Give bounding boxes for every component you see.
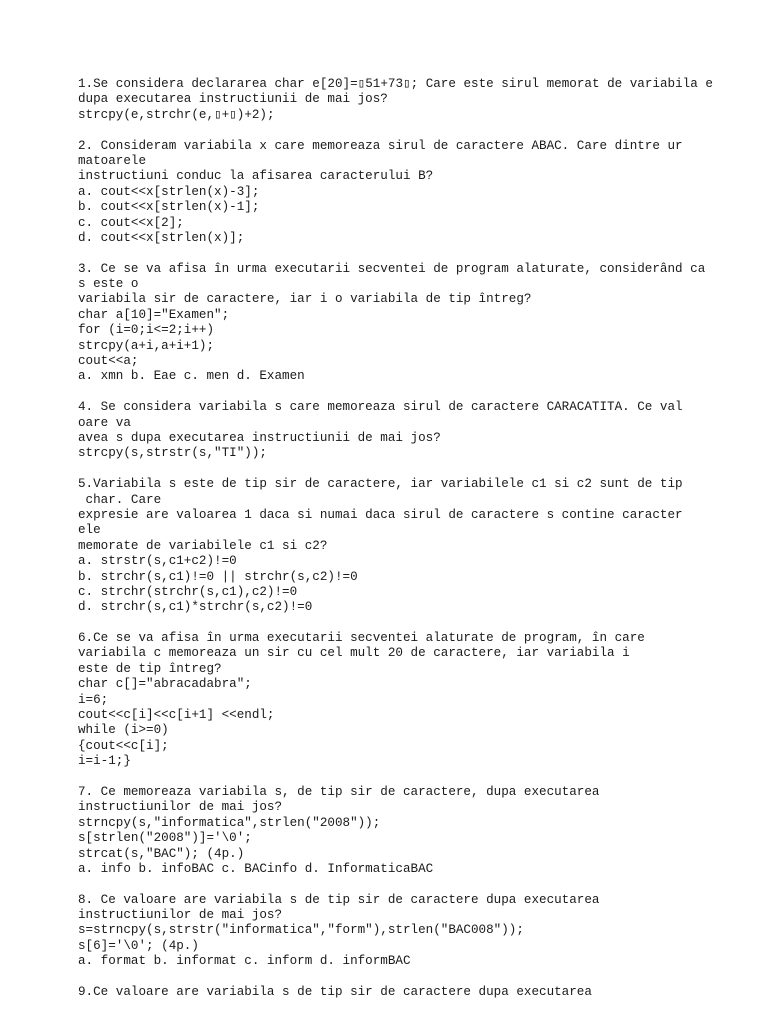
question-line: strcpy(a+i,a+i+1); [78, 338, 215, 353]
question-line: 5.Variabila s este de tip sir de caractere, iar variabilele c1 si c2 sunt de tip [78, 477, 683, 492]
question-line: a. info b. infoBAC c. BACinfo d. InformaticaBAC [78, 861, 434, 876]
question-line: char c[]="abracadabra"; [78, 677, 252, 692]
question-1 [78, 77, 746, 123]
question-line: s este o [78, 277, 139, 292]
question-line: instructiunilor de mai jos? [78, 800, 283, 815]
question-line: este de tip întreg? [78, 661, 222, 676]
question-line: strcpy(e,strchr(e,▯+▯)+2); [78, 107, 275, 122]
question-line: cout<<a; [78, 354, 139, 369]
question-line: oare va [78, 415, 131, 430]
question-5 [78, 477, 746, 616]
question-line: memorate de variabilele c1 si c2? [78, 538, 328, 553]
question-line: for (i=0;i<=2;i++) [78, 323, 215, 338]
question-line: s=strncpy(s,strstr("informatica","form"),strlen("BAC008")); [78, 923, 524, 938]
question-line: 8. Ce valoare are variabila s de tip sir de caractere dupa executarea [78, 892, 600, 907]
question-line: while (i>=0) [78, 723, 169, 738]
question-line: 2. Consideram variabila x care memoreaza sirul de caractere ABAC. Care dintre ur [78, 138, 683, 153]
question-line: {cout<<c[i]; [78, 738, 169, 753]
question-line: a. strstr(s,c1+c2)!=0 [78, 554, 237, 569]
question-line: a. cout<<x[strlen(x)-3]; [78, 184, 260, 199]
question-line: a. xmn b. Eae c. men d. Examen [78, 369, 305, 384]
document-page [78, 77, 746, 1016]
question-line: d. cout<<x[strlen(x)]; [78, 230, 245, 245]
question-line: ele [78, 523, 101, 538]
question-line: strncpy(s,"informatica",strlen("2008")); [78, 815, 381, 830]
question-6 [78, 631, 746, 770]
question-line: strcpy(s,strstr(s,"TI")); [78, 446, 267, 461]
question-line: s[strlen("2008")]='\0'; [78, 831, 252, 846]
question-line: char. Care [78, 492, 162, 507]
question-line: matoarele [78, 153, 147, 168]
question-line: dupa executarea instructiunii de mai jos? [78, 92, 388, 107]
question-line: avea s dupa executarea instructiunii de mai jos? [78, 430, 441, 445]
question-line: instructiuni conduc la afisarea caracterului B? [78, 169, 434, 184]
question-line: i=6; [78, 692, 109, 707]
question-8 [78, 893, 746, 970]
question-4 [78, 400, 746, 462]
question-line: i=i-1;} [78, 754, 131, 769]
question-line: c. cout<<x[2]; [78, 215, 184, 230]
question-line: 1.Se considera declararea char e[20]=▯51+73▯; Care este sirul memorat de variabila e [78, 77, 713, 91]
question-line: a. format b. informat c. inform d. informBAC [78, 954, 411, 969]
question-line: cout<<c[i]<<c[i+1] <<endl; [78, 708, 275, 723]
question-line: b. strchr(s,c1)!=0 || strchr(s,c2)!=0 [78, 569, 358, 584]
question-line: 9.Ce valoare are variabila s de tip sir de caractere dupa executarea [78, 985, 592, 1000]
question-line: expresie are valoarea 1 daca si numai daca sirul de caractere s contine caracter [78, 507, 683, 522]
question-line: 3. Ce se va afisa în urma executarii secventei de program alaturate, considerând ca [78, 261, 706, 276]
question-line: char a[10]="Examen"; [78, 307, 230, 322]
question-line: s[6]='\0'; (4p.) [78, 938, 199, 953]
question-line: 6.Ce se va afisa în urma executarii secventei alaturate de program, în care [78, 631, 645, 646]
question-3 [78, 262, 746, 385]
question-line: variabila sir de caractere, iar i o variabila de tip întreg? [78, 292, 532, 307]
question-line: b. cout<<x[strlen(x)-1]; [78, 200, 260, 215]
question-line: c. strchr(strchr(s,c1),c2)!=0 [78, 584, 298, 599]
question-line: instructiunilor de mai jos? [78, 908, 283, 923]
question-line: strcat(s,"BAC"); (4p.) [78, 846, 245, 861]
question-line: 7. Ce memoreaza variabila s, de tip sir de caractere, dupa executarea [78, 784, 600, 799]
question-2 [78, 139, 746, 247]
question-line: variabila c memoreaza un sir cu cel mult 20 de caractere, iar variabila i [78, 646, 630, 661]
question-9 [78, 985, 746, 1000]
question-line: d. strchr(s,c1)*strchr(s,c2)!=0 [78, 600, 313, 615]
question-line: 4. Se considera variabila s care memoreaza sirul de caractere CARACATITA. Ce val [78, 400, 683, 415]
question-7 [78, 785, 746, 877]
